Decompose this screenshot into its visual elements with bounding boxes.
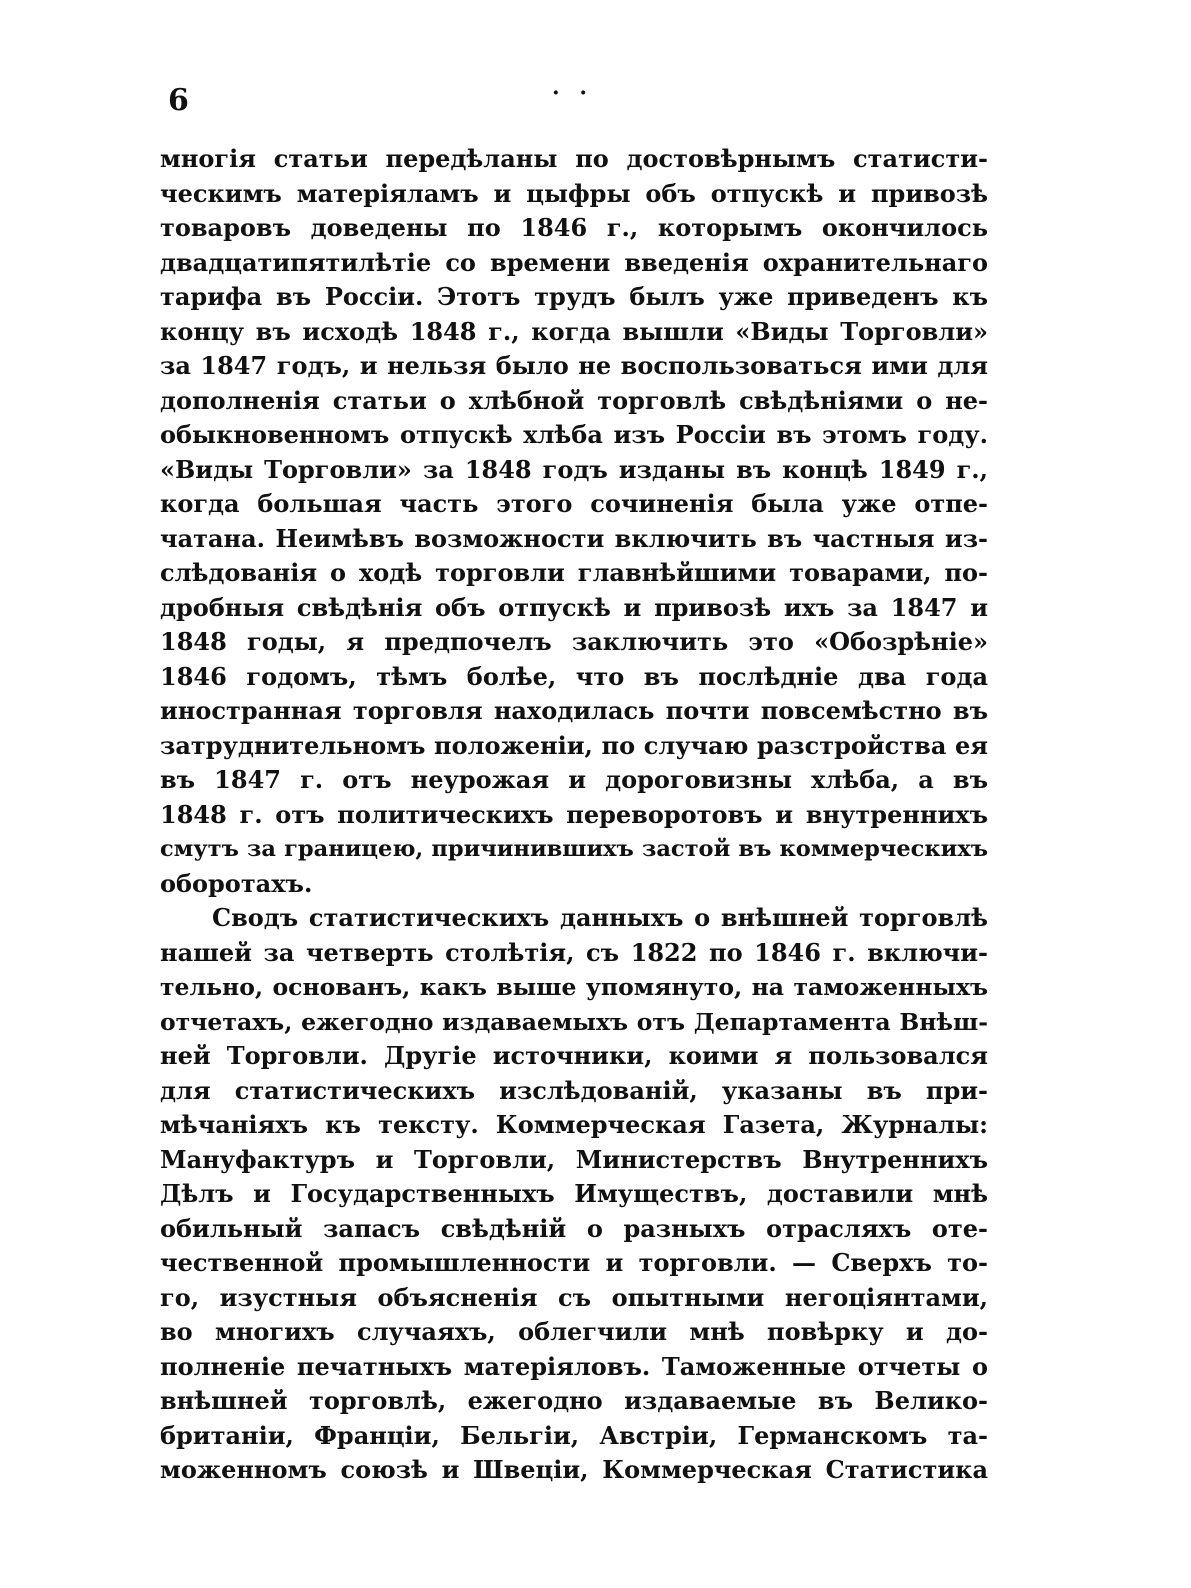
- text-line: ческимъ матеріяламъ и цыфры объ отпускѣ и привозѣ: [160, 178, 988, 208]
- text-line: 1846 годомъ, тѣмъ болѣе, что въ послѣдніе два года: [160, 661, 988, 691]
- text-line: го, изустныя объясненія съ опытными негоціянтами,: [160, 1282, 988, 1312]
- paragraph-2: [160, 901, 988, 1488]
- text-line: нашей за четверть столѣтія, съ 1822 по 1846 г. включи-: [160, 937, 988, 967]
- text-line: мѣчаніяхъ къ тексту. Коммерческая Газета, Журналы:: [160, 1110, 988, 1139]
- text-line: дробныя свѣдѣнія объ отпускѣ и привозѣ ихъ за 1847 и: [160, 592, 988, 622]
- text-line: отчетахъ, ежегодно издаваемыхъ отъ Департамента Внѣш-: [160, 1007, 988, 1036]
- text-line: оборотахъ.: [160, 868, 313, 898]
- header-mark: · ·: [552, 80, 593, 106]
- text-line: товаровъ доведены по 1846 г., которымъ окончилось: [160, 213, 988, 242]
- text-line: чественной промышленности и торговли. — Сверхъ то-: [160, 1248, 988, 1277]
- text-line: когда большая часть этого сочиненія была уже отпе-: [160, 489, 988, 518]
- text-line: обыкновенномъ отпускѣ хлѣба изъ Россіи въ этомъ году.: [160, 420, 988, 449]
- text-line: тарифа въ Россіи. Этотъ трудъ былъ уже приведенъ къ: [160, 282, 988, 311]
- text-line: для статистическихъ изслѣдованій, указаны въ при-: [160, 1075, 988, 1105]
- text-line: полненіе печатныхъ матеріяловъ. Таможенные отчеты о: [160, 1351, 988, 1381]
- text-line: смутъ за границею, причинившихъ застой въ коммерческихъ: [160, 836, 988, 862]
- text-line: «Виды Торговли» за 1848 годъ изданы въ концѣ 1849 г.,: [160, 454, 988, 484]
- text-line: за 1847 годъ, и нельзя было не воспользоваться ими для: [160, 351, 988, 380]
- text-line: Дѣлъ и Государственныхъ Имуществъ, доставили мнѣ: [160, 1179, 988, 1208]
- page-number: 6: [168, 83, 189, 118]
- text-line: моженномъ союзѣ и Швеціи, Коммерческая Статистика: [160, 1455, 988, 1484]
- text-line: многія статьи передѣланы по достовѣрнымъ статисти-: [160, 144, 988, 173]
- text-line: затруднительномъ положеніи, по случаю разстройства ея: [160, 730, 988, 760]
- text-line: двадцатипятилѣтіе со времени введенія охранительнаго: [160, 247, 988, 277]
- text-line: во многихъ случаяхъ, облегчили мнѣ повѣрку и до-: [160, 1317, 988, 1346]
- text-line: тельно, основанъ, какъ выше упомянуто, на таможенныхъ: [160, 973, 988, 1001]
- text-line: слѣдованія о ходѣ торговли главнѣйшими товарами, по-: [160, 558, 988, 587]
- text-line: британіи, Франціи, Бельгіи, Австріи, Германскомъ та-: [160, 1420, 988, 1450]
- text-line: обильный запасъ свѣдѣній о разныхъ отрасляхъ оте-: [160, 1213, 988, 1243]
- text-line: ней Торговли. Другіе источники, коими я пользовался: [160, 1041, 988, 1070]
- text-line: чатана. Неимѣвъ возможности включить въ частныя из-: [160, 523, 988, 553]
- text-line: иностранная торговля находилась почти повсемѣстно въ: [160, 696, 988, 725]
- text-line: 1848 годы, я предпочелъ заключить это «Обозрѣніе»: [160, 627, 988, 656]
- text-line: въ 1847 г. отъ неурожая и дороговизны хлѣба, а въ: [160, 765, 988, 794]
- text-line: дополненія статьи о хлѣбной торговлѣ свѣдѣніями о не-: [160, 385, 988, 415]
- text-line: Сводъ статистическихъ данныхъ о внѣшней торговлѣ: [212, 903, 988, 932]
- text-line: Мануфактуръ и Торговли, Министерствъ Внутреннихъ: [160, 1144, 988, 1174]
- text-line: 1848 г. отъ политическихъ переворотовъ и внутреннихъ: [160, 799, 988, 829]
- text-body: [160, 142, 988, 1488]
- text-line: концу въ исходѣ 1848 г., когда вышли «Виды Торговли»: [160, 316, 988, 346]
- text-line: внѣшней торговлѣ, ежегодно издаваемые въ Велико-: [160, 1386, 988, 1415]
- paragraph-1: [160, 142, 988, 901]
